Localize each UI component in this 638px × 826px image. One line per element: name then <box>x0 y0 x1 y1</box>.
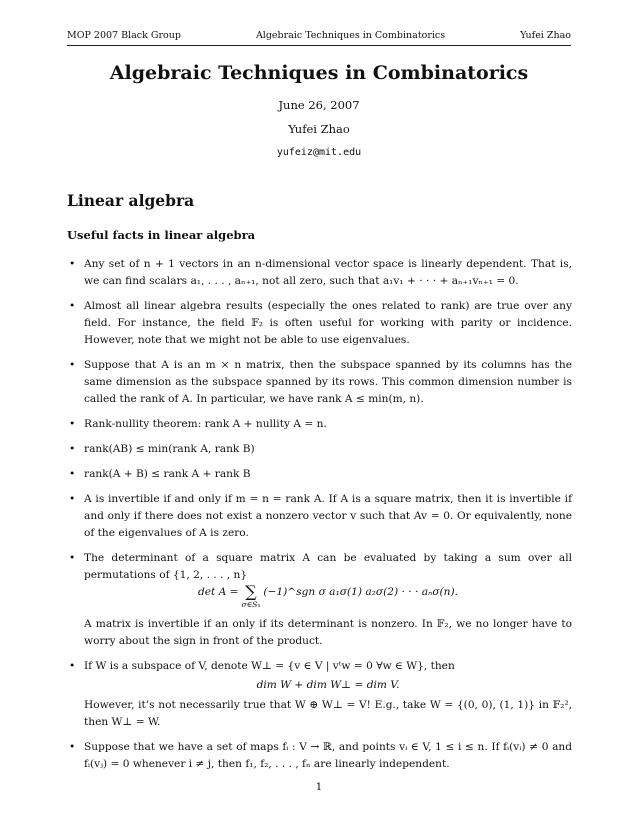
list-item <box>67 739 572 773</box>
bullet-icon: • <box>69 443 76 455</box>
list-item <box>67 357 572 408</box>
subsection-title: Useful facts in linear algebra <box>67 228 256 242</box>
list-item <box>67 491 572 542</box>
bullet-icon: • <box>69 300 76 312</box>
bullet-icon: • <box>69 418 76 430</box>
running-header <box>67 30 571 46</box>
doc-date: June 26, 2007 <box>278 98 360 112</box>
item-text: rank(AB) ≤ min(rank A, rank B) <box>84 443 255 455</box>
item-text: Rank-nullity theorem: rank A + nullity A = n. <box>84 418 327 430</box>
list-item <box>67 298 572 349</box>
bullet-icon: • <box>69 552 76 564</box>
item-text: If W is a subspace of V, denote W⊥ = {v ∈ V | vᵗw = 0 ∀w ∈ W}, then <box>84 660 455 672</box>
dimension-equation: dim W + dim W⊥ = dim V. <box>256 679 400 691</box>
list-item <box>67 658 572 731</box>
list-item <box>67 416 572 433</box>
equation-rhs: (−1)^sgn σ a₁σ(1) a₂σ(2) · · · aₙσ(n). <box>263 586 459 598</box>
doc-title: Algebraic Techniques in Combinatorics <box>109 62 529 84</box>
bullet-icon: • <box>69 741 76 753</box>
bullet-icon: • <box>69 493 76 505</box>
header-right: Yufei Zhao <box>520 30 571 41</box>
item-text: rank(A + B) ≤ rank A + rank B <box>84 468 251 480</box>
doc-author: Yufei Zhao <box>288 122 350 136</box>
item-continuation: A matrix is invertible if an only if its determinant is nonzero. In 𝔽₂, we no longer have to worry about the sign in front of the product. <box>84 618 572 647</box>
page-number: 1 <box>315 781 323 793</box>
doc-email: yufeiz@mit.edu <box>276 147 362 158</box>
item-text: Suppose that A is an m × n matrix, then the subspace spanned by its columns has the same dimension as the subspace spanned by its rows. This common dimension number is called the rank of A. In particular, we have rank A ≤ min(m, n). <box>84 359 572 405</box>
item-text: The determinant of a square matrix A can be evaluated by taking a sum over all permutations of {1, 2, . . . , n} <box>84 552 572 581</box>
item-text: Suppose that we have a set of maps fᵢ : V → ℝ, and points vᵢ ∈ V, 1 ≤ i ≤ n. If fᵢ(vᵢ) ≠ 0 and fᵢ(vⱼ) = 0 whenever i ≠ j, then f₁, f₂, . . . , fₙ are linearly independent. <box>84 741 572 770</box>
section-title: Linear algebra <box>67 191 195 210</box>
header-center: Algebraic Techniques in Combinatorics <box>255 30 446 41</box>
sum-operator <box>242 584 261 609</box>
list-item <box>67 256 572 290</box>
facts-list <box>67 256 572 781</box>
list-item <box>67 466 572 483</box>
bullet-icon: • <box>69 468 76 480</box>
item-text: A is invertible if and only if m = n = rank A. If A is a square matrix, then it is invertible if and only if there does not exist a nonzero vector v such that Av = 0. Or equivalently, none of the eigenvalues of A is zero. <box>84 493 572 539</box>
sum-icon: ∑ <box>245 582 257 601</box>
item-text: Almost all linear algebra results (especially the ones related to rank) are true over any field. For instance, the field 𝔽₂ is often useful for working with parity or incidence. However, note that we might not be able to use eigenvalues. <box>84 300 572 346</box>
bullet-icon: • <box>69 660 76 672</box>
list-item <box>67 441 572 458</box>
list-item <box>67 550 572 650</box>
sum-subscript: σ∈Sₙ <box>241 600 261 609</box>
determinant-equation <box>84 584 572 614</box>
bullet-icon: • <box>69 359 76 371</box>
bullet-icon: • <box>69 258 76 270</box>
equation-lhs: det A = <box>197 586 239 598</box>
item-continuation: However, it’s not necessarily true that W ⊕ W⊥ = V! E.g., take W = {(0, 0), (1, 1)} in 𝔽₂², then W⊥ = W. <box>84 699 572 728</box>
title-block <box>0 62 638 158</box>
header-left: MOP 2007 Black Group <box>67 30 181 41</box>
item-text: Any set of n + 1 vectors in an n-dimensional vector space is linearly dependent. That is, we can find scalars a₁, . . . , aₙ₊₁, not all zero, such that a₁v₁ + · · · + aₙ₊₁vₙ₊₁ = 0. <box>84 258 572 287</box>
